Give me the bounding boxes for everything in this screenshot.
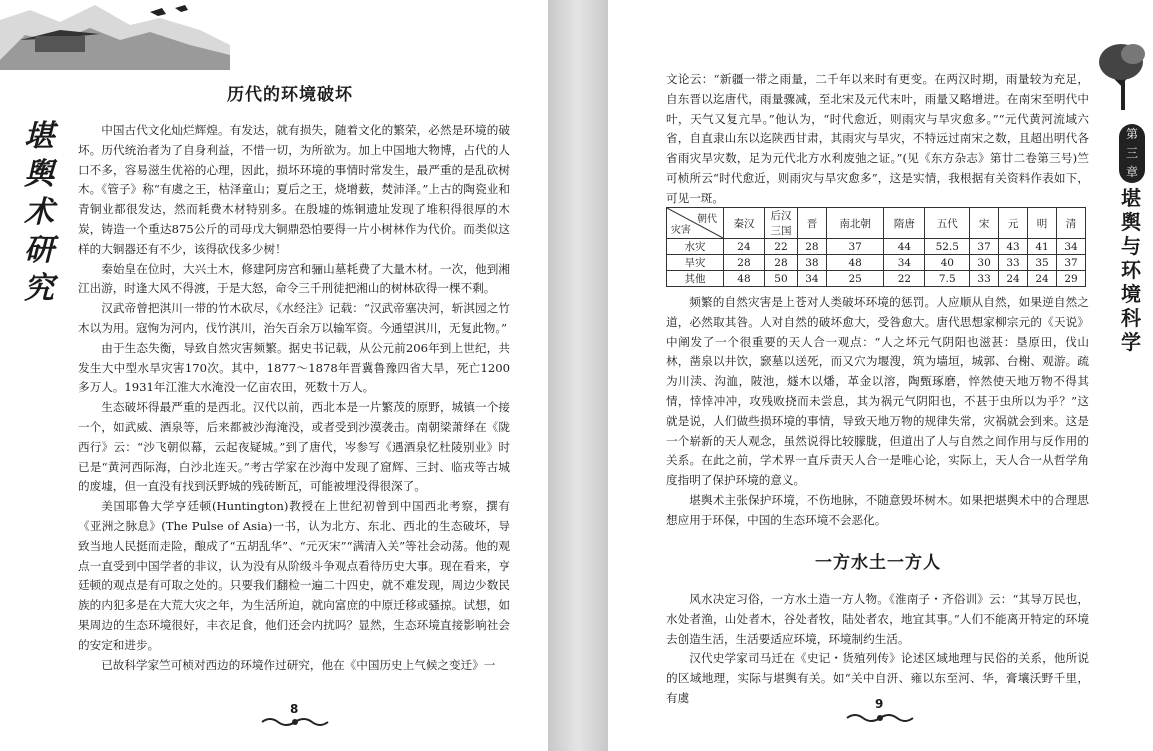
table-cell: 50 (764, 271, 797, 287)
table-cell: 52.5 (925, 239, 970, 255)
table-cell: 24 (999, 271, 1028, 287)
table-cell: 33 (999, 255, 1028, 271)
table-cell: 38 (797, 255, 826, 271)
vertical-title-char: 研 (24, 233, 54, 268)
vertical-title-char: 堪 (24, 119, 54, 154)
vertical-title-char: 术 (24, 195, 54, 230)
table-cell: 24 (724, 239, 765, 255)
table-cell: 25 (826, 271, 884, 287)
column-header: 明 (1028, 208, 1057, 239)
chapter-badge (1119, 124, 1145, 183)
column-header: 秦汉 (724, 208, 765, 239)
column-header: 元 (999, 208, 1028, 239)
row-label: 水灾 (667, 239, 724, 255)
column-header: 后汉三国 (764, 208, 797, 239)
paragraph: 美国耶鲁大学亨廷顿(Huntington)教授在上世纪初曾到中国西北考察，撰有《亚洲之脉息》(The Pulse of Asia)一书，认为北方、东北、西北的生态破坏，导致当地人民挺而走险，酿成了“五胡乱华”、“元灭宋”“满清入关”等社会动荡。他的观点一直受到中国学者的非议，认为没有从阶级斗争观点看待历史大事。现在看来，亨廷顿的观点是有可取之处的。只要我们翻检一遍二十四史，就不难发现，周边少数民族的内犯多是在大荒大灾之年，为生活所迫，就向富庶的中原迁移或骚掠。试想，如果周边的生态环境很好，丰衣足食，他们还会内扰吗？显然，生态环境直接影响社会的安定和进步。 (78, 499, 510, 652)
vertical-title-char: 境 (1121, 282, 1141, 306)
table-cell: 48 (724, 271, 765, 287)
section-title: 历代的环境破坏 (227, 85, 353, 105)
vertical-title-char: 学 (1121, 330, 1141, 354)
page-number: 8 (290, 702, 299, 716)
column-header: 五代 (925, 208, 970, 239)
section2-text (666, 590, 1089, 709)
intro-text (666, 70, 1089, 209)
table-cell: 43 (999, 239, 1028, 255)
row-label: 其他 (667, 271, 724, 287)
ink-tree-decoration-icon (1093, 40, 1153, 110)
book-gutter (548, 0, 608, 751)
right-body-text (666, 293, 1089, 531)
chapter-char: 第 (1125, 127, 1138, 141)
table-row (667, 239, 1086, 255)
table-header-row (667, 208, 1086, 239)
table-cell: 30 (970, 255, 999, 271)
vertical-title-char: 舆 (1121, 210, 1141, 234)
table-cell: 37 (1057, 255, 1086, 271)
table-cell: 29 (1057, 271, 1086, 287)
left-body-text (78, 121, 510, 675)
table-row (667, 271, 1086, 287)
paragraph: 汉代史学家司马迁在《史记・货殖列传》论述区域地理与民俗的关系，他所说的区域地理，实际与堪舆有关。如“关中自汧、雍以东至河、华，膏壤沃野千里，有虞 (666, 651, 1089, 705)
table-cell: 7.5 (925, 271, 970, 287)
corner-bottom-label: 灾害 (671, 225, 691, 236)
table-row (667, 255, 1086, 271)
section-title: 一方水土一方人 (815, 553, 941, 573)
paragraph: 生态破坏得最严重的是西北。汉代以前，西北本是一片繁茂的原野，城镇一个接一个，如武威、酒泉等，后来都被沙海淹没，或者受到沙漠袭击。南朝梁萧绎在《陇西行》云：“沙飞朝似幕，云起夜疑城。”到了唐代，岑参写《遇酒泉忆杜陵别业》时已是“黄河西际海，白沙北连天。”考古学家在沙海中发现了窟辉、三封、临戎等古城的废墟，但一直没有找到沃野城的残砖断瓦，可能被埋没得很深了。 (78, 400, 510, 494)
table-cell: 40 (925, 255, 970, 271)
row-label: 旱灾 (667, 255, 724, 271)
table-cell: 35 (1028, 255, 1057, 271)
paragraph: 堪舆术主张保护环境，不伤地脉，不随意毁坏树木。如果把堪舆术中的合理思想应用于环保，中国的生态环境不会恶化。 (666, 492, 1089, 527)
paragraph: 文论云：“新疆一带之雨量，二千年以来时有更变。在两汉时期，雨量较为充足，自东晋以迄唐代，雨量骤减，至北宋及元代末叶，雨量又略增进。在南宋至明代中叶，天气又复亢旱。”他认为，“时代愈近，则雨灾与旱灾愈多。”“元代黄河流域六省，自直隶山东以迄陕西甘肃，其雨灾与旱灾，不特远过南宋之数，且超出明代各省雨灾旱灾数，足为元代北方水利废弛之证。”(见《东方杂志》第廿二卷第三号)竺可桢所云“时代愈近，则雨灾与旱灾愈多”，这是实情，我根据有关资料作表如下，可见一斑。 (666, 72, 1089, 205)
table-cell: 28 (797, 239, 826, 255)
left-page (0, 0, 548, 751)
table-cell: 34 (884, 255, 925, 271)
disaster-table (666, 207, 1086, 287)
vertical-book-title (14, 118, 64, 308)
chapter-char: 章 (1125, 165, 1138, 179)
cloud-ornament-icon (260, 716, 330, 728)
table-cell: 37 (826, 239, 884, 255)
paragraph: 秦始皇在位时，大兴土木，修建阿房宫和骊山墓耗费了大量木材。一次，他到湘江出游，时逢大风不得渡，于是大怒，命令三千刑徒把湘山的树林砍得一棵不剩。 (78, 261, 510, 296)
table-cell: 37 (970, 239, 999, 255)
corner-top-label: 朝代 (697, 214, 717, 225)
table-cell: 48 (826, 255, 884, 271)
column-header: 晋 (797, 208, 826, 239)
table-cell: 34 (1057, 239, 1086, 255)
vertical-chapter-title (1119, 186, 1143, 354)
paragraph: 风水决定习俗，一方水土造一方人物。《淮南子・齐俗训》云：“其导万民也，水处者渔，山处者木，谷处者牧，陆处者农，地宜其事。”人们不能离开特定的环境去创造生活，生活要适应环境，环境制约生活。 (666, 592, 1089, 646)
vertical-title-char: 堪 (1121, 186, 1141, 210)
table-cell: 44 (884, 239, 925, 255)
ink-landscape-decoration-icon (0, 0, 230, 70)
table-cell: 34 (797, 271, 826, 287)
paragraph: 已故科学家竺可桢对西边的环境作过研究，他在《中国历史上气候之变迁》一 (101, 657, 496, 672)
column-header: 南北朝 (826, 208, 884, 239)
chapter-char: 三 (1125, 146, 1138, 160)
paragraph: 由于生态失衡，导致自然灾害频繁。据史书记载，从公元前206年到上世纪，共发生大中型水旱灾害170次。其中，1877～1878年晋冀鲁豫四省大旱，死亡1200多万人。1931年江淮大水淹没一亿亩农田，死数十万人。 (78, 340, 510, 395)
vertical-title-char: 与 (1121, 234, 1141, 258)
vertical-title-char: 究 (24, 271, 54, 306)
paragraph: 频繁的自然灾害是上苍对人类破坏环境的惩罚。人应顺从自然，如果逆自然之道，必然取其咎。人对自然的破坏愈大，受咎愈大。唐代思想家柳宗元的《天说》中阐发了一个很重要的天人合一观点：“人之坏元气阴阳也滋甚：垦原田，伐山林，凿泉以井饮，窾墓以送死，而又穴为堰溲，筑为墙垣，城郭、台榭、观游。疏为川渎、沟洫，陂池，燧木以燔，革金以溶，陶甄琢磨，悴然使天地万物不得其情，悻悻冲冲，攻残败挠而未尝息，其为祸元气阴阳也，不甚于虫所以为乎？”这就是说，人们做些损环境的事情，导致天地万物的规律失常，灾祸就会到来。这是一个崭新的天人观念，虽然说得比较朦胧，但道出了人与自然之间作用与反作用的关系。在此之前，学术界一直斥责天人合一是唯心论，实际上，天人合一从哲学角度指明了保护环境的意义。 (666, 295, 1089, 488)
table-cell: 28 (764, 255, 797, 271)
table-corner-cell (667, 208, 724, 239)
cloud-ornament-icon (845, 712, 915, 724)
page-number: 9 (875, 697, 884, 711)
table-cell: 28 (724, 255, 765, 271)
right-page (608, 0, 1153, 751)
vertical-title-char: 科 (1121, 306, 1141, 330)
column-header: 清 (1057, 208, 1086, 239)
table-cell: 24 (1028, 271, 1057, 287)
table-cell: 41 (1028, 239, 1057, 255)
column-header: 宋 (970, 208, 999, 239)
paragraph: 中国古代文化灿烂辉煌。有发达，就有损失，随着文化的繁荣，必然是环境的破坏。历代统治者为了自身利益，不惜一切，为所欲为。加上中国地大物博，占代的人口不多，容易滋生优裕的心理，因此，损坏环境的事情时常发生，最严重的是乱砍树木。《管子》称“有虞之王，枯泽童山；夏后之王，烧增薮，焚沛泽。”上古的陶瓷业和青铜业都很发达，然而耗费木材特别多。在殷墟的炼铜遗址发现了堆积得很厚的木炭，铸造一个重达875公斤的司母戊大铜鼎恐怕要得一片小树林作为代价。而类似这样的大铜器还有不少，该得砍伐多少树！ (78, 123, 510, 256)
paragraph: 汉武帝曾把淇川一带的竹木砍尽，《水经注》记载：“汉武帝塞决河，斩淇园之竹木以为用。寇恂为河内，伐竹淇川，治矢百余万以输军资。今通望淇川，无复此物。” (78, 301, 510, 335)
table-cell: 22 (764, 239, 797, 255)
vertical-title-char: 舆 (24, 157, 54, 192)
vertical-title-char: 环 (1121, 258, 1141, 282)
table-cell: 33 (970, 271, 999, 287)
column-header: 隋唐 (884, 208, 925, 239)
table-cell: 22 (884, 271, 925, 287)
